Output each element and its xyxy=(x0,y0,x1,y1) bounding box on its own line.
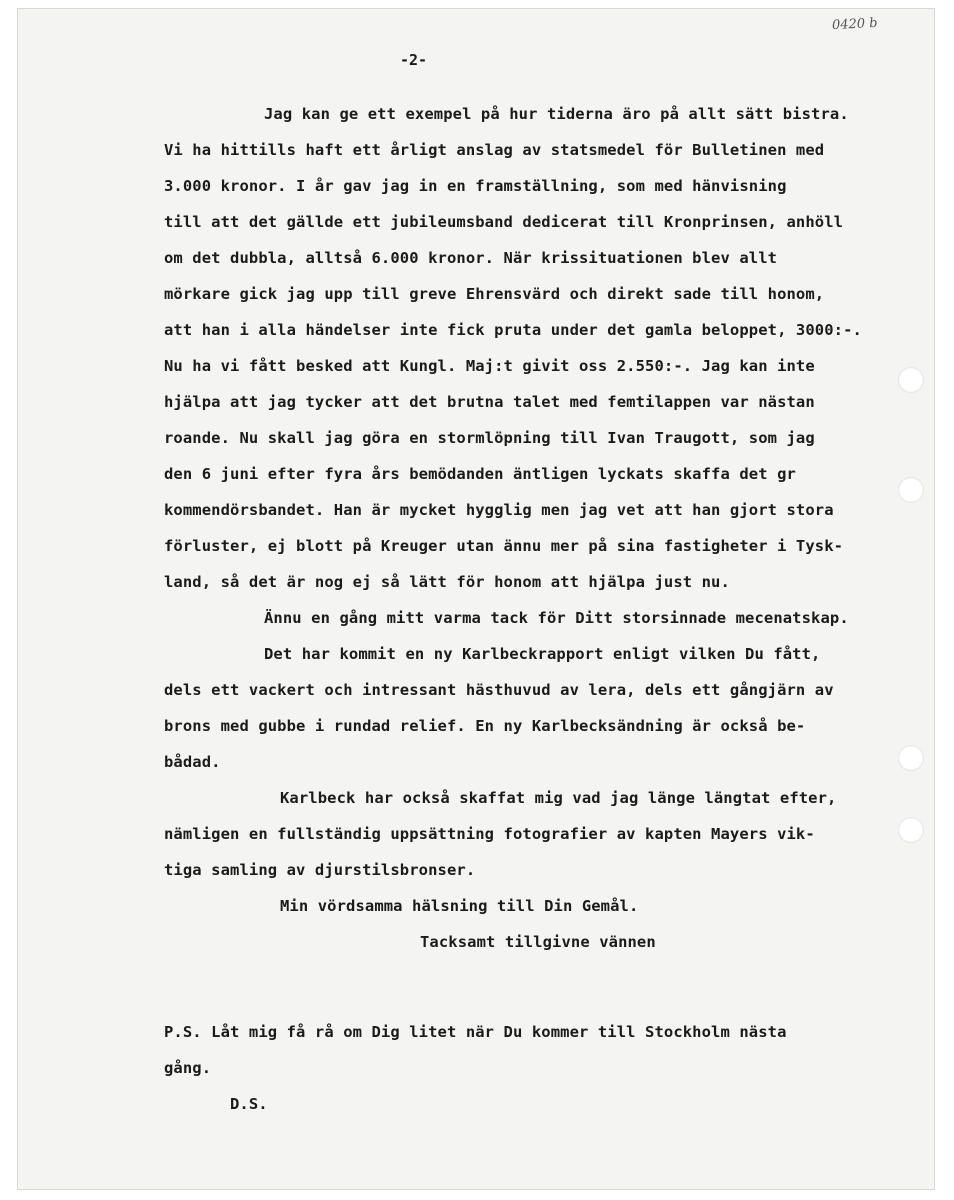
letter-line: att han i alla händelser inte fick pruta under det gamla beloppet, 3000:-. xyxy=(164,321,862,339)
page-number: -2- xyxy=(400,51,428,69)
postscript-line: P.S. Låt mig få rå om Dig litet när Du kommer till Stockholm nästa xyxy=(164,1023,787,1041)
letter-line: nämligen en fullständig uppsättning fotografier av kapten Mayers vik- xyxy=(164,825,815,843)
punch-hole xyxy=(898,477,924,503)
letter-line: Karlbeck har också skaffat mig vad jag länge längtat efter, xyxy=(280,789,837,807)
punch-hole xyxy=(898,817,924,843)
letter-line: dels ett vackert och intressant hästhuvud av lera, dels ett gångjärn av xyxy=(164,681,834,699)
postscript-end: D.S. xyxy=(230,1095,268,1113)
letter-line: förluster, ej blott på Kreuger utan ännu mer på sina fastigheter i Tysk- xyxy=(164,537,844,555)
punch-hole xyxy=(898,367,924,393)
letter-line: Tacksamt tillgivne vännen xyxy=(420,933,656,951)
letter-line: om det dubbla, alltså 6.000 kronor. När krissituationen blev allt xyxy=(164,249,778,267)
archive-number: 0420 b xyxy=(832,15,879,34)
letter-line: hjälpa att jag tycker att det brutna talet med femtilappen var nästan xyxy=(164,393,815,411)
letter-line: mörkare gick jag upp till greve Ehrensvärd och direkt sade till honom, xyxy=(164,285,825,303)
letter-line: bådad. xyxy=(164,753,221,771)
punch-hole xyxy=(898,745,924,771)
letter-line: tiga samling av djurstilsbronser. xyxy=(164,861,476,879)
letter-line: Vi ha hittills haft ett årligt anslag av statsmedel för Bulletinen med xyxy=(164,141,825,159)
letter-line: Nu ha vi fått besked att Kungl. Maj:t givit oss 2.550:-. Jag kan inte xyxy=(164,357,815,375)
letter-line: Ännu en gång mitt varma tack för Ditt storsinnade mecenatskap. xyxy=(264,609,849,627)
letter-line: kommendörsbandet. Han är mycket hygglig men jag vet att han gjort stora xyxy=(164,501,834,519)
letter-line: den 6 juni efter fyra års bemödanden äntligen lyckats skaffa det gr xyxy=(164,465,796,483)
postscript-line: gång. xyxy=(164,1059,212,1077)
letter-line: till att det gällde ett jubileumsband dedicerat till Kronprinsen, anhöll xyxy=(164,213,844,231)
letter-line: brons med gubbe i rundad relief. En ny Karlbecksändning är också be- xyxy=(164,717,806,735)
letter-line: Jag kan ge ett exempel på hur tiderna äro på allt sätt bistra. xyxy=(264,105,849,123)
letter-line: Min vördsamma hälsning till Din Gemål. xyxy=(280,897,639,915)
letter-line: roande. Nu skall jag göra en stormlöpning till Ivan Traugott, som jag xyxy=(164,429,815,447)
document-page xyxy=(18,9,934,1189)
letter-line: land, så det är nog ej så lätt för honom att hjälpa just nu. xyxy=(164,573,730,591)
letter-line: 3.000 kronor. I år gav jag in en framställning, som med hänvisning xyxy=(164,177,787,195)
letter-line: Det har kommit en ny Karlbeckrapport enligt vilken Du fått, xyxy=(264,645,821,663)
